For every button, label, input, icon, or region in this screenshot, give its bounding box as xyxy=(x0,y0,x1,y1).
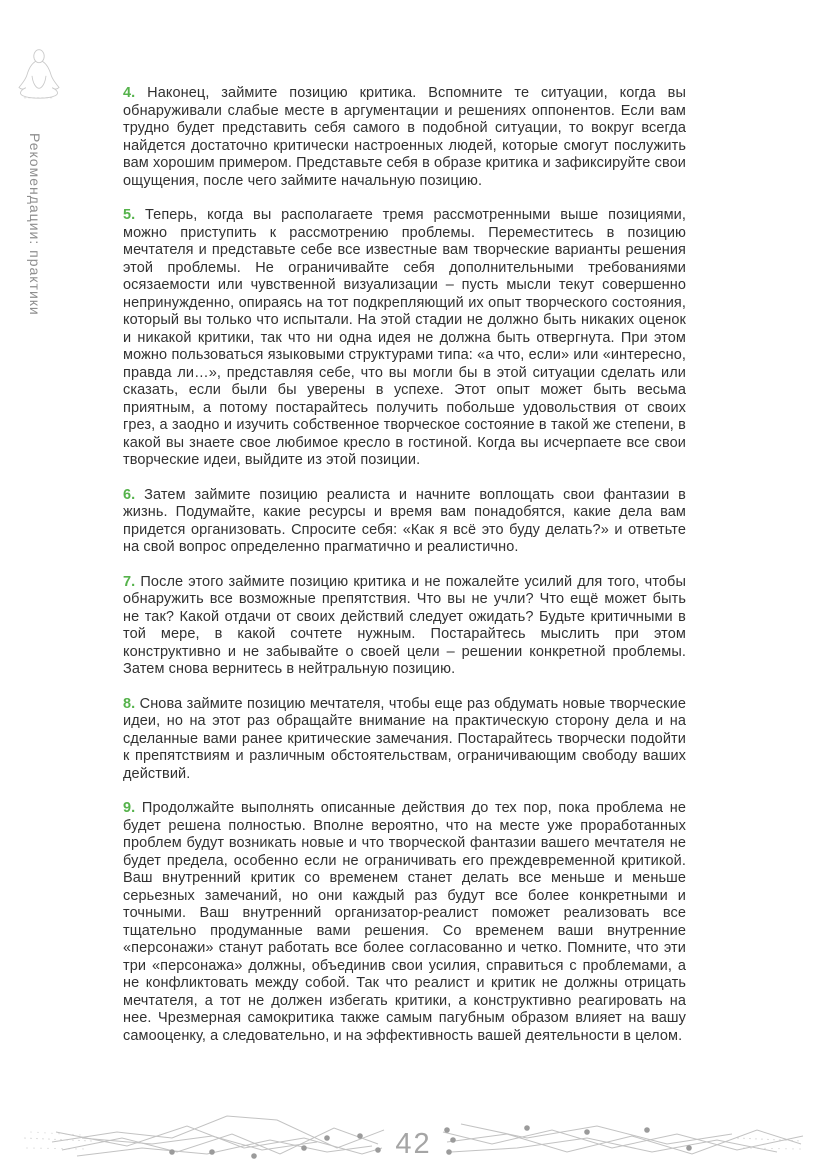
meditation-icon xyxy=(13,46,65,108)
text-column xyxy=(123,85,686,1062)
paragraph-text: Снова займите позицию мечтателя, чтобы еще раз обдумать новые творческие идеи, но на этот раз обращайте внимание на практическую сторону дела и на сделанные вами ранее критические замечания. Постарайтесь творчески подойти к препятствиям и различным обстоятельствам, ограничивающим свободу ваших действий. xyxy=(123,695,686,782)
paragraph-text: Затем займите позицию реалиста и начните воплощать свои фантазии в жизнь. Подумайте, какие ресурсы и время вам понадобятся, какие дела вам придется организовать. Спросите себя: «Как я всё это буду делать?» и ответьте на свой вопрос определенно прагматично и реалистично. xyxy=(123,486,686,555)
paragraph xyxy=(123,85,686,190)
paragraph-number: 8. xyxy=(123,695,136,712)
paragraph-number: 6. xyxy=(123,486,136,503)
paragraph xyxy=(123,800,686,1045)
paragraph-text: Наконец, займите позицию критика. Вспомните те ситуации, когда вы обнаруживали слабые месте в аргументации и решениях оппонентов. Если вам трудно будет представить себя самого в подобной ситуации, то вокруг всегда найдется достаточно критически настроенных людей, которые смогут послужить вам хорошим примером. Представьте себя в образе критика и зафиксируйте свои ощущения, после чего займите начальную позицию. xyxy=(123,85,686,189)
paragraph-number: 7. xyxy=(123,573,136,590)
paragraph-text: После этого займите позицию критика и не пожалейте усилий для того, чтобы обнаружить все возможные препятствия. Что вы не учли? Что ещё может быть не так? Какой отдачи от своих действий следует ожидать? Будьте критичными в той мере, в какой сочтете нужным. Постарайтесь мыслить при этом конструктивно и не забывайте о своей цели – решении конкретной проблемы. Затем снова вернитесь в нейтральную позицию. xyxy=(123,573,686,677)
paragraph xyxy=(123,487,686,557)
paragraph xyxy=(123,696,686,784)
paragraph xyxy=(123,574,686,679)
paragraph-text: Теперь, когда вы располагаете тремя рассмотренными выше позициями, можно приступить к рассмотрению проблемы. Переместитесь в позицию мечтателя и представьте себе все известные вам творческие варианты решения этой проблемы. Не ограничивайте себя дополнительными требованиями осязаемости или чувственной визуализации – пусть мысли текут совершенно непринужденно, опираясь на тот подкрепляющий их опыт творческого состояния, который вы только что испытали. На этой стадии не должно быть никаких оценок и никакой критики, так что ни одна идея не должна быть отвергнута. При этом можно пользоваться языковыми структурами типа: «а что, если» или «интересно, правда ли…», представляя себе, что вы могли бы в этой ситуации сделать или сказать, если были бы уверены в успехе. Этот опыт может быть весьма приятным, а потому постарайтесь получить побольше удовольствия от своих грез, а заодно и изучить собственное творческое состояние в такой же степени, в какой вы знаете свое любимое кресло в гостиной. Когда вы исчерпаете все свои творческие идеи, выйдите из этой позиции. xyxy=(123,207,686,468)
sidebar-vertical-label: Рекомендации: практики xyxy=(27,133,43,316)
paragraph-text: Продолжайте выполнять описанные действия до тех пор, пока проблема не будет решена полностью. Вполне вероятно, что на месте уже проработанных проблем будут возникать новые и что творческой фантазии вашего мечтателя не будет предела, особенно если не ограничивать его преждевременной критикой. Ваш внутренний критик со временем станет делать все меньше и меньше серьезных замечаний, но они каждый раз будут все более конкретными и точными. Ваш внутренний организатор-реалист поможет реализовать все тщательно продуманные вами решения. Со временем ваши внутренние «персонажи» станут работать все более согласованно и четко. Помните, что эти три «персонажа» должны, объединив свои усилия, справиться с проблемами, а не конфликтовать между собой. Так что реалист и критик не должны отрицать мечтателя, а тот не должен избегать критики, а конструктивно реагировать на нее. Чрезмерная самокритика также самым пагубным образом влияет на вашу самооценку, а следовательно, и на эффективность вашей деятельности в целом. xyxy=(123,800,686,1044)
page-footer xyxy=(0,1102,827,1170)
paragraph-number: 4. xyxy=(123,85,136,101)
paragraph-number: 5. xyxy=(123,207,136,223)
paragraph-number: 9. xyxy=(123,800,136,816)
page-number: 42 xyxy=(395,1128,432,1160)
paragraph xyxy=(123,207,686,470)
